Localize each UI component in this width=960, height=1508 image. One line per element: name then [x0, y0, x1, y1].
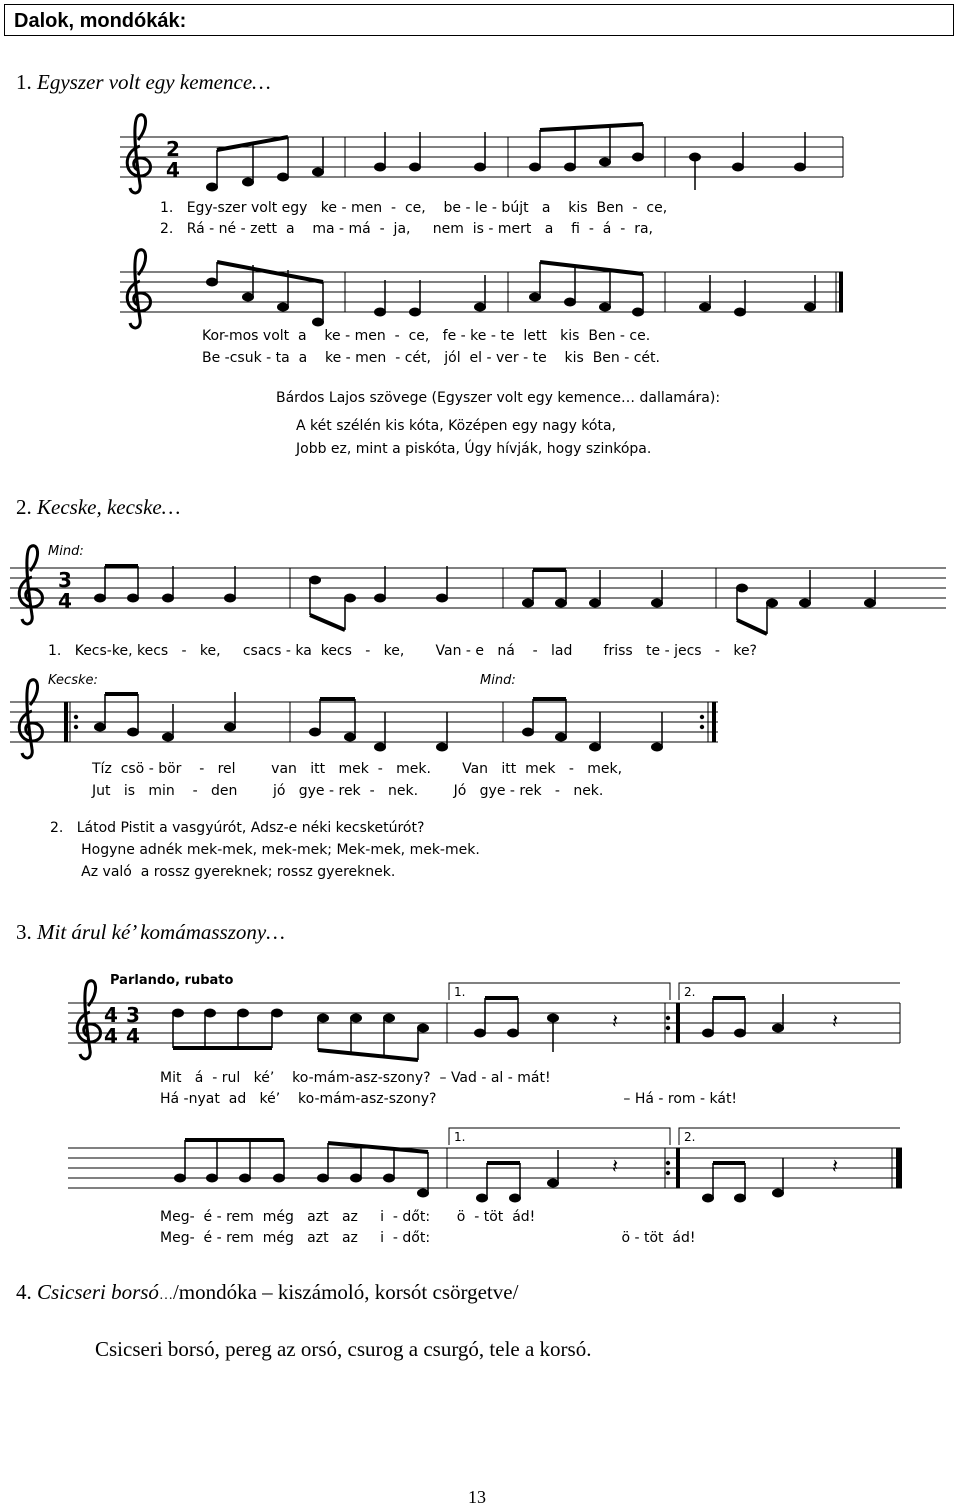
song1-verse2-line1: Kor-mos volt a ke - men - ce, fe - ke - te lett kis Ben - ce. [202, 328, 651, 344]
song1-note-line1: A két szélén kis kóta, Középen egy nagy kóta, [296, 418, 616, 434]
song3-lyric-1b: Há -nyat ad ké’ ko-mám-asz-szony? – Há - rom - kát! [160, 1091, 738, 1107]
song1-note-heading: Bárdos Lajos szövege (Egyszer volt egy kemence… dallamára): [276, 390, 721, 406]
svg-text:4: 4 [104, 1024, 118, 1048]
svg-text:𝄽: 𝄽 [612, 1009, 619, 1033]
song1-verse1-line2: 2. Rá - né - zett a ma - má - ja, nem is - mert a fi - á - ra, [160, 221, 654, 237]
svg-text:𝄽: 𝄽 [832, 1009, 839, 1033]
svg-text:2: 2 [166, 137, 180, 161]
label-all-2: Mind: [480, 673, 516, 688]
song2-lyric-2b: Jut is min - den jó gye - rek - nek. Jó gye - rek - nek. [92, 783, 604, 799]
tempo-marking: Parlando, rubato [110, 973, 234, 988]
svg-text:𝄽: 𝄽 [612, 1154, 619, 1178]
label-all: Mind: [48, 544, 84, 559]
ending-1-label: 1. [454, 985, 466, 999]
section-title: Dalok, mondókák: [14, 10, 187, 32]
ending-2-label: 2. [684, 985, 696, 999]
song2-verse2-line1: 2. Látod Pistit a vasgyúrót, Adsz-e néki kecsketúrót? [50, 820, 425, 836]
svg-text:4: 4 [58, 589, 72, 613]
page-number: 13 [468, 1487, 486, 1507]
song-4-title: 4. Csicseri borsó…/mondóka – kiszámoló, korsót csörgetve/ [16, 1280, 519, 1304]
song3-lyric-2b: Meg- é - rem még azt az i - dőt: ö - töt ád! [160, 1230, 696, 1246]
song2-verse2-line3: Az való a rossz gyereknek; rossz gyereknek. [50, 864, 396, 880]
song1-verse1-line1: 1. Egy-szer volt egy ke - men - ce, be - le - bújt a kis Ben - ce, [160, 200, 668, 216]
song-1-title: 1. Egyszer volt egy kemence… [16, 70, 271, 94]
svg-text:𝄽: 𝄽 [832, 1154, 839, 1178]
svg-text:4: 4 [166, 158, 180, 182]
counting-rhyme: Csicseri borsó, pereg az orsó, csurog a csurgó, tele a korsó. [95, 1337, 592, 1361]
svg-text:3: 3 [126, 1003, 140, 1027]
song-2-title: 2. Kecske, kecske… [16, 495, 181, 519]
song3-lyric-1a: Mit á - rul ké’ ko-mám-asz-szony? – Vad - al - mát! [160, 1070, 551, 1086]
ending-2-label-b: 2. [684, 1130, 696, 1144]
svg-text:4: 4 [126, 1024, 140, 1048]
label-goat: Kecske: [48, 673, 98, 688]
song1-note-line2: Jobb ez, mint a piskóta, Úgy hívják, hogy szinkópa. [296, 441, 652, 457]
song2-lyric-1: 1. Kecs-ke, kecs - ke, csacs - ka kecs - ke, Van - e ná - lad friss te - jecs - ke? [48, 643, 757, 659]
ending-1-label-b: 1. [454, 1130, 466, 1144]
song2-lyric-2a: Tíz csö - bör - rel van itt mek - mek. Van itt mek - mek, [92, 761, 623, 777]
song3-lyric-2a: Meg- é - rem még azt az i - dőt: ö - töt ád! [160, 1209, 536, 1225]
song1-verse2-line2: Be -csuk - ta a ke - men - cét, jól el - ver - te kis Ben - cét. [202, 350, 660, 366]
song2-verse2-line2: Hogyne adnék mek-mek, mek-mek; Mek-mek, mek-mek. [50, 842, 480, 858]
svg-text:4: 4 [104, 1003, 118, 1027]
song-3-title: 3. Mit árul ké’ komámasszony… [16, 920, 285, 944]
svg-text:3: 3 [58, 568, 72, 592]
